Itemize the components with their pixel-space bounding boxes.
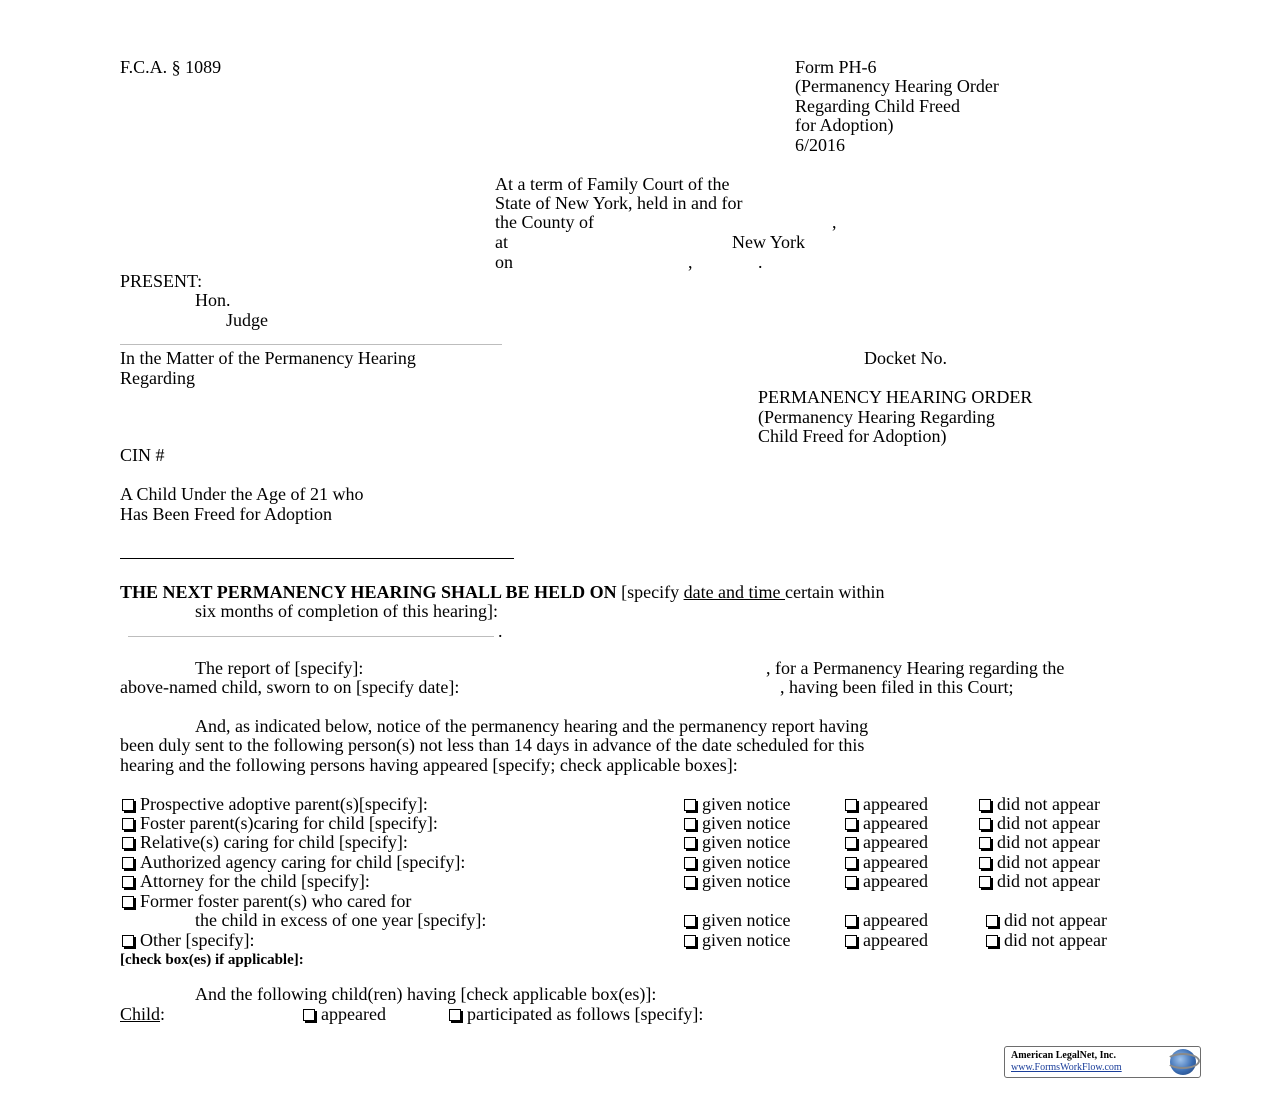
person-label: Authorized agency caring for child [specify]: bbox=[140, 852, 466, 872]
given-notice-checkbox[interactable] bbox=[684, 876, 696, 888]
option-label: given notice bbox=[702, 813, 791, 833]
given-notice-option bbox=[684, 833, 790, 853]
appeared-option bbox=[845, 853, 928, 873]
given-notice-option bbox=[684, 853, 790, 873]
option-label: given notice bbox=[702, 930, 791, 950]
did-not-appear-checkbox[interactable] bbox=[986, 935, 998, 947]
appeared-checkbox[interactable] bbox=[845, 876, 857, 888]
form-id-line: (Permanency Hearing Order bbox=[795, 76, 999, 96]
next-hearing-line2: six months of completion of this hearing]: bbox=[195, 601, 498, 621]
given-notice-checkbox[interactable] bbox=[684, 857, 696, 869]
person-row bbox=[122, 833, 408, 853]
option-label: given notice bbox=[702, 910, 791, 930]
appeared-checkbox[interactable] bbox=[845, 799, 857, 811]
matter-title: In the Matter of the Permanency Hearing bbox=[120, 348, 416, 368]
appeared-checkbox[interactable] bbox=[845, 818, 857, 830]
appeared-option bbox=[845, 911, 928, 931]
child-appeared-option bbox=[303, 1005, 386, 1025]
next-hearing-pre: [specify bbox=[621, 582, 684, 602]
logo-company: American LegalNet, Inc. bbox=[1011, 1050, 1116, 1061]
matter-regarding: Regarding bbox=[120, 368, 195, 388]
did-not-appear-option bbox=[979, 814, 1100, 834]
option-label: did not appear bbox=[997, 852, 1100, 872]
did-not-appear-option bbox=[986, 931, 1107, 951]
form-id-line: Form PH-6 bbox=[795, 57, 877, 77]
given-notice-checkbox[interactable] bbox=[684, 837, 696, 849]
notice-paragraph-line: hearing and the following persons having appeared [specify; check applicable boxes]: bbox=[120, 755, 738, 775]
next-hearing-period: . bbox=[498, 621, 503, 641]
given-notice-checkbox[interactable] bbox=[684, 935, 696, 947]
form-id-line: for Adoption) bbox=[795, 115, 894, 135]
person-label: Prospective adoptive parent(s)[specify]: bbox=[140, 794, 428, 814]
child-participated-option bbox=[449, 1005, 703, 1025]
person-checkbox[interactable] bbox=[122, 935, 134, 947]
docket-label: Docket No. bbox=[864, 348, 947, 368]
person-checkbox[interactable] bbox=[122, 837, 134, 849]
option-label: did not appear bbox=[997, 832, 1100, 852]
option-label: appeared bbox=[863, 832, 928, 852]
option-label: participated as follows [specify]: bbox=[467, 1004, 704, 1024]
person-checkbox[interactable] bbox=[122, 818, 134, 830]
notice-paragraph-line: been duly sent to the following person(s) not less than 14 days in advance of the date scheduled for this bbox=[120, 735, 865, 755]
given-notice-option bbox=[684, 872, 790, 892]
given-notice-option bbox=[684, 931, 790, 951]
hon-label: Hon. bbox=[195, 290, 231, 310]
given-notice-option bbox=[684, 911, 790, 931]
next-hearing-heading: THE NEXT PERMANENCY HEARING SHALL BE HELD ON bbox=[120, 582, 617, 602]
report-filed: , having been filed in this Court; bbox=[780, 677, 1014, 697]
report-sworn: above-named child, sworn to on [specify date]: bbox=[120, 677, 460, 697]
option-label: given notice bbox=[702, 871, 791, 891]
appeared-checkbox[interactable] bbox=[845, 857, 857, 869]
court-term-line: State of New York, held in and for bbox=[495, 193, 743, 213]
appeared-checkbox[interactable] bbox=[845, 837, 857, 849]
appeared-checkbox[interactable] bbox=[845, 915, 857, 927]
option-label: did not appear bbox=[997, 813, 1100, 833]
option-label: appeared bbox=[863, 852, 928, 872]
appeared-option bbox=[845, 833, 928, 853]
person-row bbox=[122, 931, 254, 951]
orbit-ring-icon bbox=[1166, 1053, 1200, 1069]
option-label: appeared bbox=[863, 813, 928, 833]
option-label: did not appear bbox=[997, 871, 1100, 891]
report-specify: The report of [specify]: bbox=[195, 658, 364, 678]
person-row bbox=[122, 814, 438, 834]
did-not-appear-checkbox[interactable] bbox=[979, 876, 991, 888]
judge-label: Judge bbox=[226, 310, 268, 330]
given-notice-checkbox[interactable] bbox=[684, 915, 696, 927]
option-label: did not appear bbox=[1004, 930, 1107, 950]
person-row bbox=[122, 795, 428, 815]
did-not-appear-option bbox=[979, 795, 1100, 815]
court-term-on: on bbox=[495, 252, 513, 272]
person-checkbox[interactable] bbox=[122, 799, 134, 811]
order-subtitle: Child Freed for Adoption) bbox=[758, 426, 947, 446]
given-notice-option bbox=[684, 795, 790, 815]
child-participated-checkbox[interactable] bbox=[449, 1009, 461, 1021]
next-hearing-date-time: date and time bbox=[683, 582, 786, 602]
did-not-appear-option bbox=[986, 911, 1107, 931]
person-row bbox=[122, 853, 465, 873]
person-label: Former foster parent(s) who cared for bbox=[140, 891, 412, 911]
did-not-appear-checkbox[interactable] bbox=[979, 837, 991, 849]
order-title: PERMANENCY HEARING ORDER bbox=[758, 387, 1033, 407]
check-note: [check box(es) if applicable]: bbox=[120, 952, 304, 968]
form-date: 6/2016 bbox=[795, 135, 846, 155]
court-term-line: At a term of Family Court of the bbox=[495, 174, 730, 194]
person-label: Relative(s) caring for child [specify]: bbox=[140, 832, 408, 852]
person-label: Other [specify]: bbox=[140, 930, 255, 950]
date-period: . bbox=[758, 252, 763, 272]
next-hearing-blank[interactable] bbox=[128, 636, 494, 637]
date-comma: , bbox=[688, 252, 693, 272]
next-hearing-post: certain within bbox=[785, 582, 885, 602]
court-term-state: New York bbox=[732, 232, 806, 252]
given-notice-checkbox[interactable] bbox=[684, 799, 696, 811]
did-not-appear-checkbox[interactable] bbox=[979, 799, 991, 811]
logo-url[interactable]: www.FormsWorkFlow.com bbox=[1011, 1062, 1122, 1073]
appeared-option bbox=[845, 872, 928, 892]
notice-paragraph-line: And, as indicated below, notice of the permanency hearing and the permanency report having bbox=[195, 716, 869, 736]
option-label: given notice bbox=[702, 832, 791, 852]
option-label: did not appear bbox=[1004, 910, 1107, 930]
given-notice-option bbox=[684, 814, 790, 834]
person-label: Foster parent(s)caring for child [specify]: bbox=[140, 813, 438, 833]
appeared-checkbox[interactable] bbox=[845, 935, 857, 947]
county-comma: , bbox=[832, 212, 837, 232]
option-label: given notice bbox=[702, 852, 791, 872]
american-legalnet-logo[interactable] bbox=[1004, 1046, 1201, 1078]
child-colon: : bbox=[160, 1004, 166, 1024]
child-description: Has Been Freed for Adoption bbox=[120, 504, 332, 524]
caption-top-rule bbox=[120, 344, 502, 345]
child-label-line bbox=[120, 1005, 165, 1025]
appeared-option bbox=[845, 814, 928, 834]
appeared-option bbox=[845, 795, 928, 815]
option-label: appeared bbox=[863, 910, 928, 930]
appeared-option bbox=[845, 931, 928, 951]
person-checkbox[interactable] bbox=[122, 896, 134, 908]
child-appeared-checkbox[interactable] bbox=[303, 1009, 315, 1021]
court-term-county: the County of bbox=[495, 212, 594, 232]
did-not-appear-option bbox=[979, 872, 1100, 892]
court-term-at: at bbox=[495, 232, 508, 252]
person-checkbox[interactable] bbox=[122, 876, 134, 888]
option-label: appeared bbox=[863, 871, 928, 891]
present-label: PRESENT: bbox=[120, 271, 203, 291]
person-label: Attorney for the child [specify]: bbox=[140, 871, 370, 891]
did-not-appear-option bbox=[979, 853, 1100, 873]
did-not-appear-checkbox[interactable] bbox=[986, 915, 998, 927]
next-hearing-line bbox=[120, 583, 885, 603]
children-intro: And the following child(ren) having [check applicable box(es)]: bbox=[195, 984, 657, 1004]
statute-reference: F.C.A. § 1089 bbox=[120, 57, 222, 77]
child-description: A Child Under the Age of 21 who bbox=[120, 484, 364, 504]
caption-bottom-rule bbox=[120, 558, 514, 559]
did-not-appear-checkbox[interactable] bbox=[979, 818, 991, 830]
option-label: appeared bbox=[321, 1004, 386, 1024]
did-not-appear-option bbox=[979, 833, 1100, 853]
cin-label: CIN # bbox=[120, 445, 165, 465]
person-label-cont: the child in excess of one year [specify]: bbox=[195, 910, 487, 930]
did-not-appear-checkbox[interactable] bbox=[979, 857, 991, 869]
report-purpose: , for a Permanency Hearing regarding the bbox=[766, 658, 1065, 678]
person-checkbox[interactable] bbox=[122, 857, 134, 869]
person-row bbox=[122, 892, 411, 912]
order-subtitle: (Permanency Hearing Regarding bbox=[758, 407, 995, 427]
given-notice-checkbox[interactable] bbox=[684, 818, 696, 830]
option-label: did not appear bbox=[997, 794, 1100, 814]
child-label: Child bbox=[120, 1004, 161, 1024]
option-label: appeared bbox=[863, 930, 928, 950]
option-label: given notice bbox=[702, 794, 791, 814]
form-id-line: Regarding Child Freed bbox=[795, 96, 960, 116]
option-label: appeared bbox=[863, 794, 928, 814]
person-row bbox=[122, 872, 370, 892]
